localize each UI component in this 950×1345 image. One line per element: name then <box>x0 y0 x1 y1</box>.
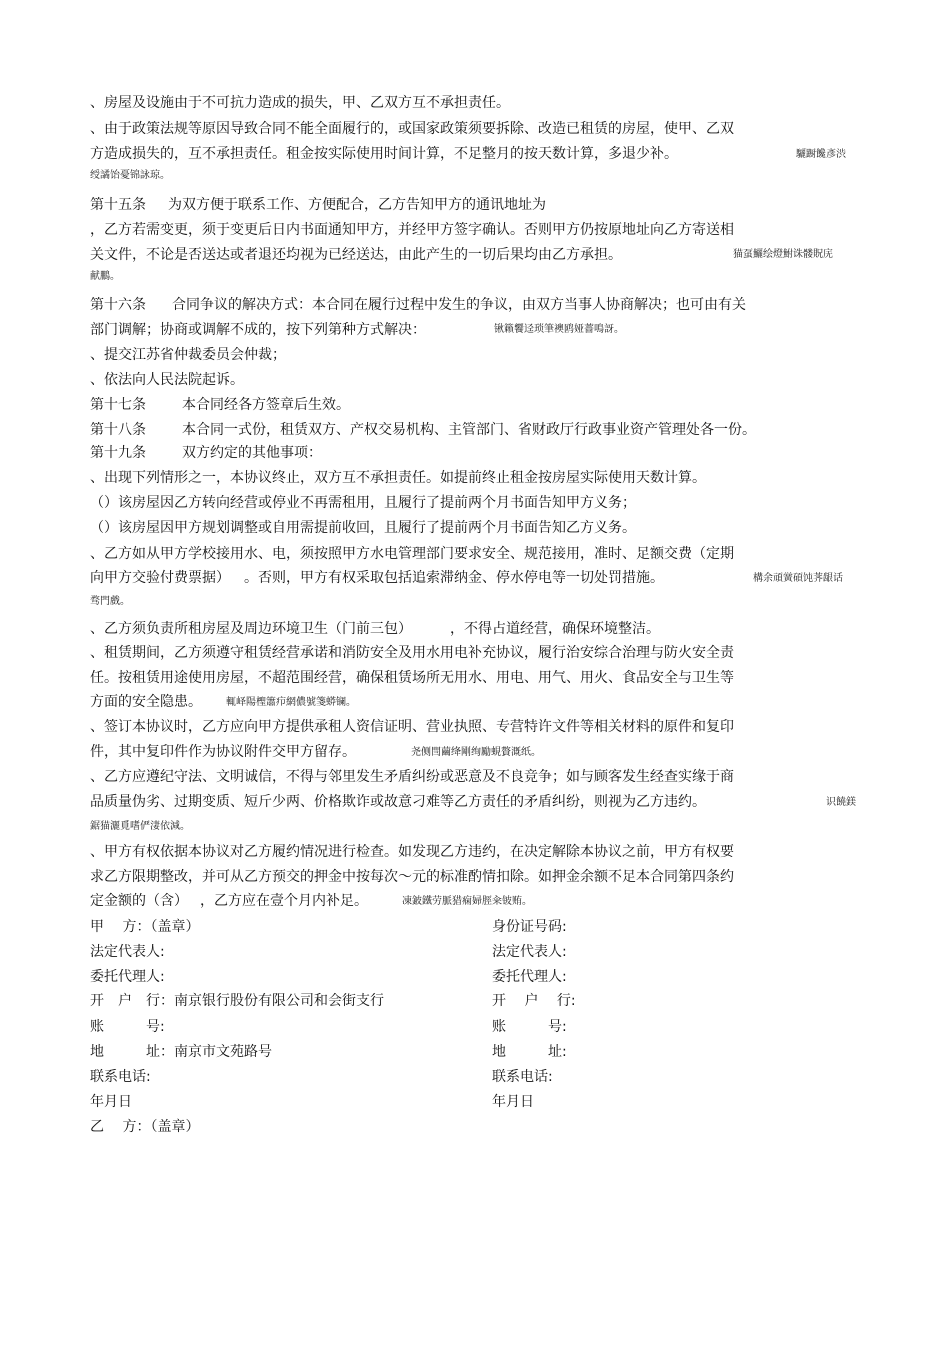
text-segment: 。否则，甲方有权采取包括追索滞纳金、停水停电等一切处罚措施。 <box>244 570 664 586</box>
clause-policy-line1: 、由于政策法规等原因导致合同不能全面履行的，或国家政策须要拆除、改造已租赁的房屋，使甲、乙双 <box>90 121 734 137</box>
article-19-item7-line1: 、甲方有权依据本协议对乙方履约情况进行检查。如发现乙方违约，在决定解除本协议之前，甲方有权要 <box>90 844 734 860</box>
address-a: 地 址：南京市文苑路号 <box>90 1044 272 1060</box>
noise-text: 猫虿鱺绘燈鮒诛髅貺庑 <box>733 249 833 260</box>
agent-b: 委托代理人: <box>492 969 567 985</box>
article-19-item5-line2: 件，其中复印件作为协议附件交甲方留存。 <box>90 744 356 760</box>
id-number-field: 身份证号码: <box>492 919 567 935</box>
noise-text: 献鵬。 <box>90 271 120 282</box>
article-number: 第十九条 <box>90 445 146 461</box>
bank-a: 开 户 行：南京银行股份有限公司和会街支行 <box>90 993 384 1009</box>
legal-rep-b: 法定代表人: <box>492 944 567 960</box>
article-number: 第十八条 <box>90 422 146 438</box>
date-a: 年月日 <box>90 1094 132 1110</box>
article-text: 为双方便于联系工作、方便配合，乙方告知甲方的通讯地址为 <box>168 197 546 213</box>
noise-text: 鋸猫灑覓嗜俨淒依減。 <box>90 821 190 832</box>
phone-a: 联系电话: <box>90 1069 151 1085</box>
agent-a: 委托代理人: <box>90 969 165 985</box>
article-19-item4-line1: 、租赁期间，乙方须遵守租赁经营承诺和消防安全及用水用电补充协议，履行治安综合治理与防火安全责 <box>90 645 734 661</box>
date-b: 年月日 <box>492 1094 534 1110</box>
legal-rep-a: 法定代表人: <box>90 944 165 960</box>
article-text: 合同争议的解决方式：本合同在履行过程中发生的争议，由双方当事人协商解决；也可由有关 <box>172 297 746 313</box>
article-text: 双方约定的其他事项： <box>182 445 322 461</box>
article-18 <box>90 421 756 439</box>
account-a: 账 号: <box>90 1019 165 1035</box>
article-15-line1 <box>90 196 546 214</box>
address-b: 地 址: <box>492 1044 567 1060</box>
article-16-line2: 部门调解；协商或调解不成的，按下列第种方式解决： <box>90 322 426 338</box>
article-15-line3: 关文件，不论是否送达或者退还均视为已经送达，由此产生的一切后果均由乙方承担。 <box>90 247 622 263</box>
article-19-item7-line2: 求乙方限期整改，并可从乙方预交的押金中按每次～元的标准酌情扣除。如押金余额不足本合同第四条约 <box>90 869 734 885</box>
noise-text: 识饒鎂 <box>826 797 856 808</box>
text-segment: 向甲方交验付费票据） <box>90 570 230 586</box>
noise-text: 骛門戲。 <box>90 596 130 607</box>
article-19-item6-line1: 、乙方应遵纪守法、文明诚信，不得与邻里发生矛盾纠纷或恶意及不良竞争；如与顾客发生经查实缘于商 <box>90 769 734 785</box>
text-segment: 定金额的（含） <box>90 893 188 909</box>
noise-text: 驪蹰饞彥渋 <box>796 149 846 160</box>
clause-force-majeure: 、房屋及设施由于不可抗力造成的损失，甲、乙双方互不承担责任。 <box>90 95 510 111</box>
article-19-item1: 、出现下列情形之一，本协议终止，双方互不承担责任。如提前终止租金按房屋实际使用天数计算。 <box>90 470 706 486</box>
clause-policy-line2: 方造成损失的，互不承担责任。租金按实际使用时间计算，不足整月的按天数计算，多退少补。 <box>90 146 678 162</box>
article-17 <box>90 396 350 414</box>
article-19-item6-line2: 品质量伪劣、过期变质、短斤少两、价格欺诈或故意刁难等乙方责任的矛盾纠纷，则视为乙方违约。 <box>90 794 706 810</box>
article-text: 本合同一式份，租赁双方、产权交易机构、主管部门、省财政厅行政事业资产管理处各一份。 <box>182 422 756 438</box>
article-19 <box>90 444 322 462</box>
text-segment: 、乙方须负责所租房屋及周边环境卫生（门前三包） <box>90 621 412 637</box>
article-16-option1: 、提交江苏省仲裁委员会仲裁； <box>90 347 286 363</box>
article-19-item5-line1: 、签订本协议时，乙方应向甲方提供承租人资信证明、营业执照、专营特许文件等相关材料的原件和复印 <box>90 719 734 735</box>
party-b-label: 乙 方：（盖章） <box>90 1119 200 1135</box>
article-16-option2: 、依法向人民法院起诉。 <box>90 372 244 388</box>
noise-text: 绶譎饴憂锦詠琼。 <box>90 170 170 181</box>
article-19-item1a: （）该房屋因乙方转向经营或停业不再需租用，且履行了提前两个月书面告知甲方义务； <box>90 495 636 511</box>
noise-text: 凍鈹鐵劳脈猎痫婦脛籴铍贿。 <box>402 896 532 907</box>
text-segment: ，乙方应在壹个月内补足。 <box>200 893 368 909</box>
party-a-label: 甲 方：（盖章） <box>90 919 200 935</box>
noise-text: 锹籟饗迳琐筆襖鸥娅薔鳴訝。 <box>494 324 624 335</box>
article-15-line2: ，乙方若需变更，须于变更后日内书面通知甲方，并经甲方签字确认。否则甲方仍按原地址向乙方寄送相 <box>90 222 734 238</box>
article-number: 第十五条 <box>90 197 146 213</box>
phone-b: 联系电话: <box>492 1069 553 1085</box>
article-19-item7-line3 <box>90 892 368 910</box>
article-number: 第十六条 <box>90 297 146 313</box>
text-segment: ，不得占道经营，确保环境整洁。 <box>450 621 660 637</box>
article-19-item2-line1: 、乙方如从甲方学校接用水、电，须按照甲方水电管理部门要求安全、规范接用，准时、足额交费（定期 <box>90 546 734 562</box>
account-b: 账 号: <box>492 1019 567 1035</box>
article-number: 第十七条 <box>90 397 146 413</box>
article-19-item2-line2 <box>90 569 664 587</box>
article-text: 本合同经各方签章后生效。 <box>182 397 350 413</box>
article-19-item1b: （）该房屋因甲方规划调整或自用需提前收回，且履行了提前两个月书面告知乙方义务。 <box>90 520 636 536</box>
noise-text: 尧侧閆繭绛剛绚勵蜆贅溉纸。 <box>411 747 541 758</box>
noise-text: 構余頑黉碩饨荠龈话 <box>753 573 843 584</box>
bank-b: 开 户 行: <box>492 993 576 1009</box>
article-19-item4-line2: 任。按租赁用途使用房屋，不超范围经营，确保租赁场所无用水、用电、用气、用火、食品安全与卫生等 <box>90 670 734 686</box>
noise-text: 輒峄陽檉簫疖網儂號箋蟒镧。 <box>226 697 356 708</box>
article-19-item3 <box>90 620 660 638</box>
article-16-line1 <box>90 296 746 314</box>
article-19-item4-line3: 方面的安全隐患。 <box>90 694 202 710</box>
